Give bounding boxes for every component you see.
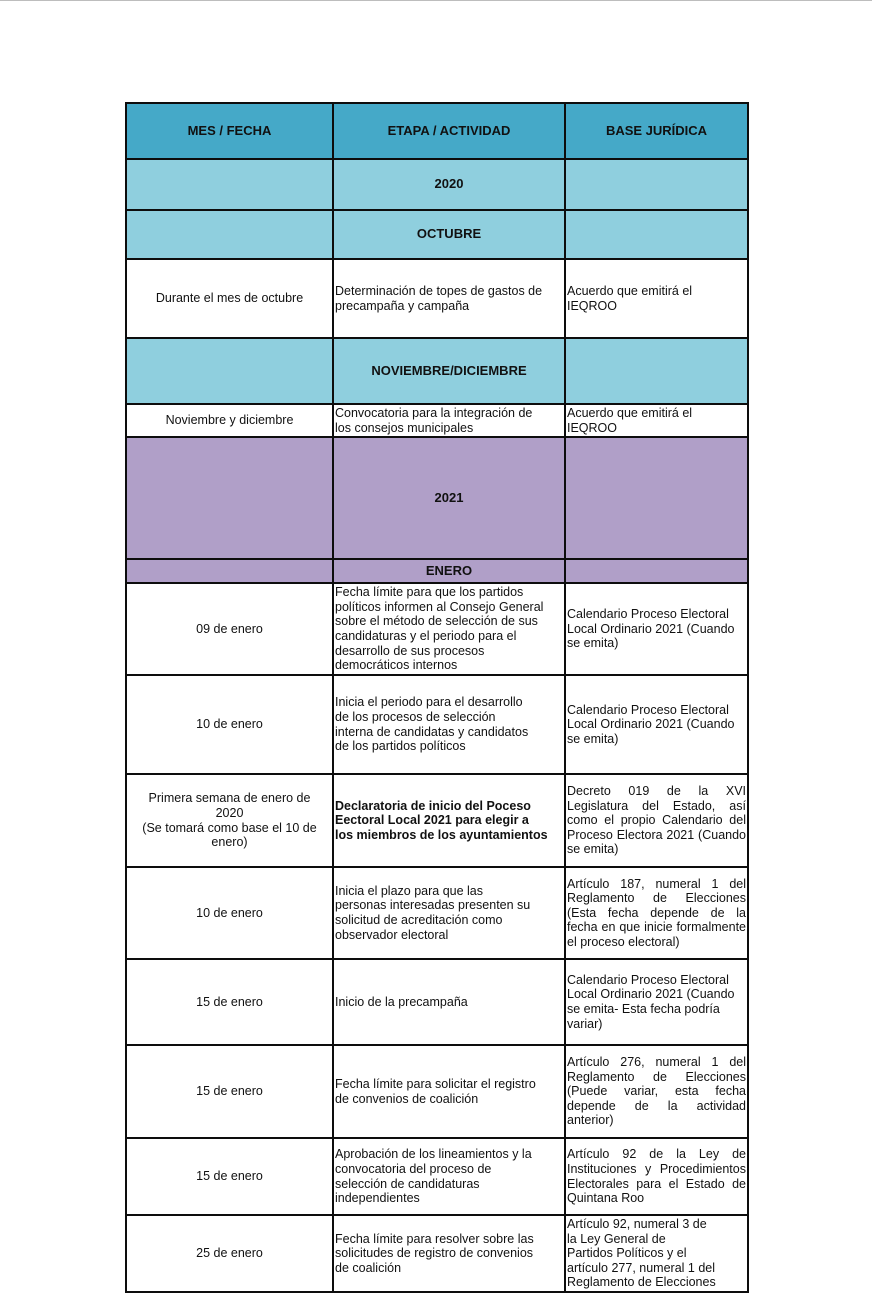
section-row-2021 bbox=[126, 437, 748, 559]
activity-cell: Fecha límite para resolver sobre las solicitudes de registro de convenios de coalición bbox=[335, 1231, 534, 1275]
date-cell: 15 de enero bbox=[196, 1084, 263, 1099]
section-row-enero bbox=[126, 559, 748, 583]
activity-cell: Inicia el periodo para el desarrollo de los procesos de selección interna de candidatas y candidatos de los partidos políticos bbox=[335, 695, 529, 754]
table-row bbox=[126, 959, 748, 1045]
date-cell: 25 de enero bbox=[196, 1246, 263, 1261]
activity-cell: Aprobación de los lineamientos y la convocatoria del proceso de selección de candidaturas independientes bbox=[335, 1147, 532, 1206]
section-row-octubre bbox=[126, 210, 748, 259]
activity-cell: Inicia el plazo para que las personas interesadas presenten su solicitud de acreditación como observador electoral bbox=[335, 883, 531, 942]
electoral-calendar-table bbox=[125, 102, 749, 1293]
table-row bbox=[126, 1045, 748, 1138]
activity-cell: Declaratoria de inicio del Poceso Eectoral Local 2021 para elegir a los miembros de los ayuntamientos bbox=[335, 798, 548, 842]
activity-cell: Fecha límite para solicitar el registro de convenios de coalición bbox=[335, 1076, 536, 1106]
legal-basis-cell: Artículo 92, numeral 3 de la Ley General de Partidos Políticos y el artículo 277, numeral 1 del Reglamento de Elecciones bbox=[567, 1217, 716, 1290]
legal-basis-cell: Acuerdo que emitirá el IEQROO bbox=[567, 283, 693, 313]
legal-basis-cell: Artículo 187, numeral 1 del Reglamento de Elecciones (Esta fecha depende de la fecha en que inicie formalmente el proceso electoral) bbox=[567, 876, 746, 949]
legal-basis-cell: Artículo 92 de la Ley de Instituciones y Procedimientos Electorales para el Estado de Quintana Roo bbox=[567, 1147, 746, 1206]
header-legal-basis: BASE JURÍDICA bbox=[565, 103, 748, 159]
date-cell: 15 de enero bbox=[196, 1169, 263, 1184]
legal-basis-cell: Calendario Proceso Electoral Local Ordinario 2021 (Cuando se emita- Esta fecha podría variar) bbox=[567, 972, 735, 1031]
date-cell: Noviembre y diciembre bbox=[165, 413, 294, 428]
activity-cell: Fecha límite para que los partidos políticos informen al Consejo General sobre el método de selección de sus candidaturas y el periodo para el desarrollo de sus procesos democráticos internos bbox=[335, 585, 544, 673]
section-row-nov-dic bbox=[126, 338, 748, 404]
date-cell: Durante el mes de octubre bbox=[155, 291, 304, 306]
activity-cell: Inicio de la precampaña bbox=[335, 994, 468, 1009]
date-cell: 15 de enero bbox=[196, 994, 263, 1009]
header-stage-activity: ETAPA / ACTIVIDAD bbox=[333, 103, 565, 159]
top-border-line bbox=[0, 0, 872, 1]
date-cell: 10 de enero bbox=[196, 717, 263, 732]
table-row bbox=[126, 1215, 748, 1292]
section-row-2020 bbox=[126, 159, 748, 210]
table-row bbox=[126, 1138, 748, 1215]
header-row bbox=[126, 103, 748, 159]
table-row bbox=[126, 583, 748, 675]
legal-basis-cell: Calendario Proceso Electoral Local Ordinario 2021 (Cuando se emita) bbox=[567, 607, 735, 651]
table-row bbox=[126, 867, 748, 959]
section-label-2021: 2021 bbox=[333, 437, 565, 559]
activity-cell: Convocatoria para la integración de los consejos municipales bbox=[335, 405, 533, 435]
table-row bbox=[126, 675, 748, 774]
section-label-nov-dic: NOVIEMBRE/DICIEMBRE bbox=[333, 338, 565, 404]
table-row bbox=[126, 404, 748, 437]
date-cell: Primera semana de enero de 2020 (Se tomará como base el 10 de enero) bbox=[142, 791, 317, 850]
section-label-octubre: OCTUBRE bbox=[333, 210, 565, 259]
table-row bbox=[126, 774, 748, 867]
legal-basis-cell: Decreto 019 de la XVI Legislatura del Estado, así como el propio Calendario del Proceso Electora 2021 (Cuando se emita) bbox=[567, 784, 746, 857]
header-month-date: MES / FECHA bbox=[126, 103, 333, 159]
section-label-2020: 2020 bbox=[333, 159, 565, 210]
activity-cell: Determinación de topes de gastos de precampaña y campaña bbox=[335, 283, 543, 313]
table-row bbox=[126, 259, 748, 338]
date-cell: 10 de enero bbox=[196, 905, 263, 920]
legal-basis-cell: Artículo 276, numeral 1 del Reglamento de Elecciones (Puede variar, esta fecha depende de la actividad anterior) bbox=[567, 1055, 746, 1128]
legal-basis-cell: Calendario Proceso Electoral Local Ordinario 2021 (Cuando se emita) bbox=[567, 702, 735, 746]
date-cell: 09 de enero bbox=[196, 621, 263, 636]
legal-basis-cell: Acuerdo que emitirá el IEQROO bbox=[567, 405, 693, 435]
section-label-enero: ENERO bbox=[333, 559, 565, 583]
